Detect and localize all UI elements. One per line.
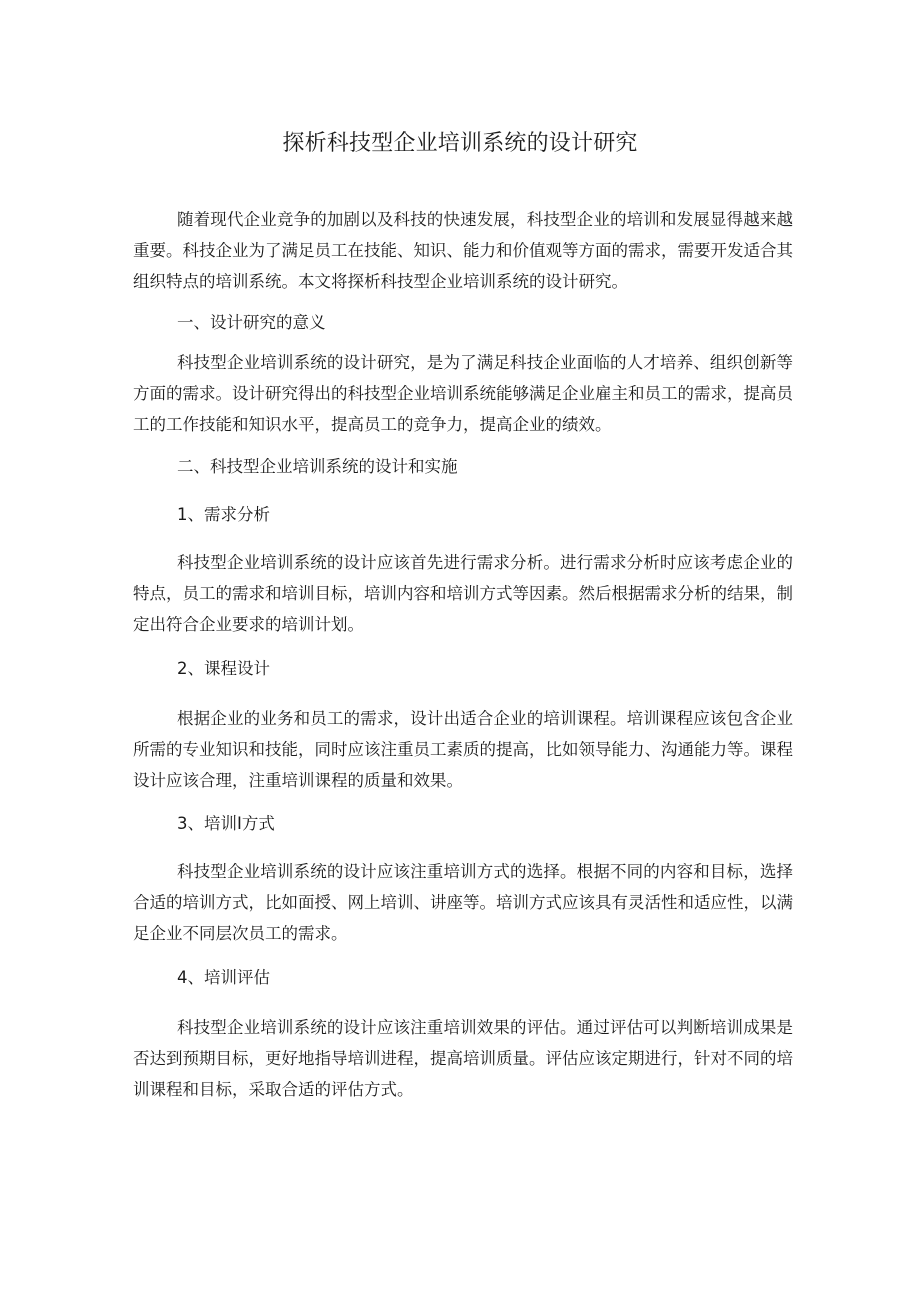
subsection-3-heading: 3、培训I方式 [177, 814, 275, 833]
subsection-4-paragraph: 科技型企业培训系统的设计应该注重培训效果的评估。通过评估可以判断培训成果是否达到预期目标，更好地指导培训进程，提高培训质量。评估应该定期进行，针对不同的培训课程和目标，采取合适的评估方式。 [133, 1018, 793, 1099]
subsection-1-heading: 1、需求分析 [177, 505, 270, 524]
subsection-1-paragraph: 科技型企业培训系统的设计应该首先进行需求分析。进行需求分析时应该考虑企业的特点，员工的需求和培训目标，培训内容和培训方式等因素。然后根据需求分析的结果，制定出符合企业要求的培训计划。 [133, 553, 793, 634]
section-1-paragraph: 科技型企业培训系统的设计研究，是为了满足科技企业面临的人才培养、组织创新等方面的需求。设计研究得出的科技型企业培训系统能够满足企业雇主和员工的需求，提高员工的工作技能和知识水平，提高员工的竞争力，提高企业的绩效。 [133, 353, 793, 434]
section-1-heading: 一、设计研究的意义 [177, 313, 326, 332]
subsection-2-heading: 2、课程设计 [177, 659, 270, 678]
section-2-heading: 二、科技型企业培训系统的设计和实施 [177, 457, 458, 476]
subsection-3-paragraph: 科技型企业培训系统的设计应该注重培训方式的选择。根据不同的内容和目标，选择合适的培训方式，比如面授、网上培训、讲座等。培训方式应该具有灵活性和适应性，以满足企业不同层次员工的需求。 [133, 862, 793, 943]
intro-paragraph: 随着现代企业竞争的加剧以及科技的快速发展，科技型企业的培训和发展显得越来越重要。科技企业为了满足员工在技能、知识、能力和价值观等方面的需求，需要开发适合其组织特点的培训系统。本文将探析科技型企业培训系统的设计研究。 [133, 210, 793, 291]
subsection-2-paragraph: 根据企业的业务和员工的需求，设计出适合企业的培训课程。培训课程应该包含企业所需的专业知识和技能，同时应该注重员工素质的提高，比如领导能力、沟通能力等。课程设计应该合理，注重培训课程的质量和效果。 [133, 709, 793, 790]
subsection-4-heading: 4、培训评估 [177, 968, 270, 987]
document-title: 探析科技型企业培训系统的设计研究 [282, 131, 638, 156]
